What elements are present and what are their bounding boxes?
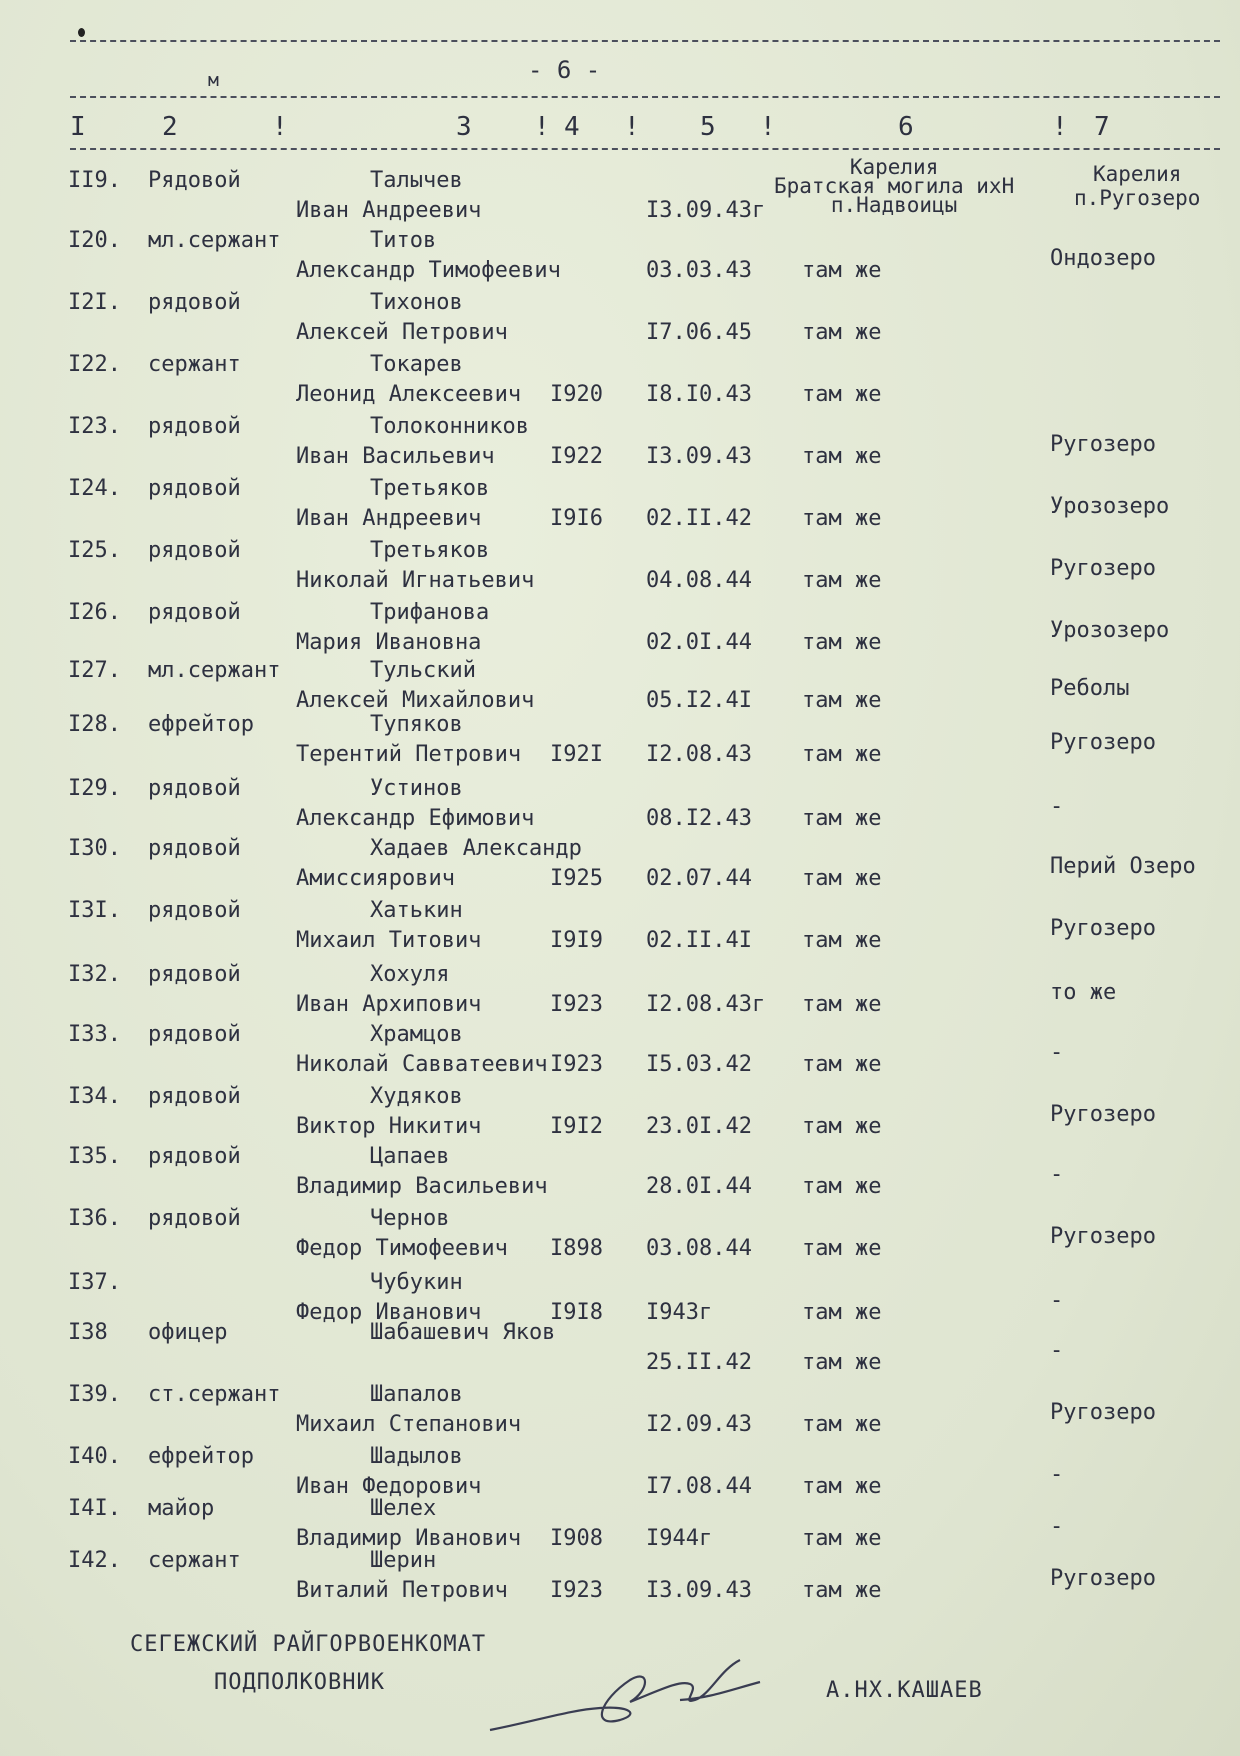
cell-place: там же (802, 1300, 882, 1325)
table-row (0, 414, 1240, 474)
cell-date: I3.09.43 (646, 444, 752, 469)
cell-place: там же (802, 742, 882, 767)
cell-date: 05.I2.4I (646, 688, 752, 713)
cell-num: II9. (68, 168, 121, 193)
table-row (0, 658, 1240, 718)
cell-place: там же (802, 688, 882, 713)
cell-given: Мария Ивановна (296, 630, 482, 655)
table-row (0, 1320, 1240, 1380)
cell-rank: рядовой (148, 1022, 241, 1047)
cell-date: I3.09.43 (646, 1578, 752, 1603)
cell-surname: Шелех (370, 1496, 437, 1521)
cell-year: I922 (550, 444, 603, 469)
cell-origin: Ругозеро (1050, 1224, 1156, 1249)
cell-place: там же (802, 630, 882, 655)
cell-date: 02.II.4I (646, 928, 752, 953)
cell-date: 02.0I.44 (646, 630, 752, 655)
col-header: 7 (1094, 112, 1110, 142)
cell-surname: Третьяков (370, 476, 490, 501)
cell-date: I944г (646, 1526, 713, 1551)
cell-num: I2I. (68, 290, 121, 315)
cell-date: I7.06.45 (646, 320, 752, 345)
cell-place: там же (802, 506, 882, 531)
table-row (0, 962, 1240, 1022)
cell-place: там же (802, 1236, 882, 1261)
cell-year: I923 (550, 1578, 603, 1603)
cell-num: I35. (68, 1144, 121, 1169)
cell-date: I8.I0.43 (646, 382, 752, 407)
cell-num: I34. (68, 1084, 121, 1109)
cell-rank: рядовой (148, 290, 241, 315)
cell-surname: Талычев (370, 168, 463, 193)
cell-date: 03.08.44 (646, 1236, 752, 1261)
cell-rank: ефрейтор (148, 712, 254, 737)
cell-place: там же (802, 928, 882, 953)
cell-origin: Ругозеро (1050, 730, 1156, 755)
cell-surname: Шабашевич Яков (370, 1320, 556, 1345)
cell-surname: Токарев (370, 352, 463, 377)
cell-surname: Трифанова (370, 600, 490, 625)
cell-surname: Цапаев (370, 1144, 450, 1169)
cell-year: I925 (550, 866, 603, 891)
cell-place: там же (802, 1350, 882, 1375)
col-header: ! (760, 112, 776, 142)
cell-origin: Реболы (1050, 676, 1130, 701)
cell-rank: Рядовой (148, 168, 241, 193)
cell-num: I39. (68, 1382, 121, 1407)
col-header: ! (624, 112, 640, 142)
cell-date: I7.08.44 (646, 1474, 752, 1499)
cell-surname: Шерин (370, 1548, 437, 1573)
cell-date: I943г (646, 1300, 713, 1325)
cell-surname: Титов (370, 228, 437, 253)
cell-rank: рядовой (148, 962, 241, 987)
first-origin-place: Карелия п.Ругозеро (1074, 162, 1201, 210)
cell-place: там же (802, 1412, 882, 1437)
table-row (0, 1444, 1240, 1504)
signer-name: А.НХ.КАШАЕВ (826, 1678, 983, 1703)
cell-rank: рядовой (148, 1144, 241, 1169)
cell-given: Леонид Алексеевич (296, 382, 522, 407)
top-dashed-rule (70, 40, 1220, 42)
cell-rank: рядовой (148, 1084, 241, 1109)
cell-rank: рядовой (148, 1206, 241, 1231)
cell-place: там же (802, 444, 882, 469)
col-header: 5 (700, 112, 716, 142)
col-header: ! (272, 112, 288, 142)
table-row (0, 476, 1240, 536)
cell-given: Амиссиярович (296, 866, 455, 891)
cell-surname: Тупяков (370, 712, 463, 737)
cell-date: I3.09.43г (646, 198, 766, 223)
cell-place: там же (802, 258, 882, 283)
cell-rank: рядовой (148, 414, 241, 439)
table-row (0, 290, 1240, 350)
cell-surname: Храмцов (370, 1022, 463, 1047)
col-header: 4 (564, 112, 580, 142)
margin-mark: м (208, 70, 219, 91)
cell-origin: Ругозеро (1050, 432, 1156, 457)
cell-date: 02.II.42 (646, 506, 752, 531)
cell-year: I898 (550, 1236, 603, 1261)
cell-given: Николай Савватеевич (296, 1052, 548, 1077)
cell-origin: - (1050, 794, 1064, 819)
cell-num: I36. (68, 1206, 121, 1231)
cell-origin: - (1050, 1040, 1064, 1065)
cell-year: I920 (550, 382, 603, 407)
cell-origin: то же (1050, 980, 1117, 1005)
cell-given: Николай Игнатьевич (296, 568, 535, 593)
cell-origin: - (1050, 1514, 1064, 1539)
cell-date: 04.08.44 (646, 568, 752, 593)
cell-place: там же (802, 866, 882, 891)
column-header-rule (70, 148, 1220, 150)
cell-num: I40. (68, 1444, 121, 1469)
cell-origin: - (1050, 1162, 1064, 1187)
cell-surname: Худяков (370, 1084, 463, 1109)
table-row (0, 352, 1240, 412)
cell-given: Алексей Петрович (296, 320, 508, 345)
cell-rank: рядовой (148, 538, 241, 563)
cell-num: I20. (68, 228, 121, 253)
cell-place: там же (802, 1578, 882, 1603)
cell-surname: Третьяков (370, 538, 490, 563)
cell-given: Виталий Петрович (296, 1578, 508, 1603)
cell-rank: рядовой (148, 898, 241, 923)
cell-date: 23.0I.42 (646, 1114, 752, 1139)
cell-year: I9I2 (550, 1114, 603, 1139)
table-row (0, 168, 1240, 228)
cell-num: I30. (68, 836, 121, 861)
cell-given: Федор Тимофеевич (296, 1236, 508, 1261)
cell-surname: Хатькин (370, 898, 463, 923)
cell-rank: майор (148, 1496, 215, 1521)
cell-year: I9I8 (550, 1300, 603, 1325)
table-row (0, 712, 1240, 772)
cell-num: I4I. (68, 1496, 121, 1521)
cell-origin: Ругозеро (1050, 916, 1156, 941)
cell-origin: Ругозеро (1050, 1566, 1156, 1591)
cell-date: 08.I2.43 (646, 806, 752, 831)
cell-num: I25. (68, 538, 121, 563)
cell-place: там же (802, 806, 882, 831)
cell-num: I32. (68, 962, 121, 987)
cell-date: 03.03.43 (646, 258, 752, 283)
cell-given: Михаил Титович (296, 928, 482, 953)
cell-rank: мл.сержант (148, 228, 281, 253)
cell-rank: рядовой (148, 776, 241, 801)
table-row (0, 898, 1240, 958)
cell-year: I923 (550, 1052, 603, 1077)
cell-origin: - (1050, 1288, 1064, 1313)
cell-given: Иван Андреевич (296, 506, 482, 531)
col-header: 2 (162, 112, 178, 142)
table-row (0, 1206, 1240, 1266)
cell-num: I29. (68, 776, 121, 801)
cell-rank: ст.сержант (148, 1382, 281, 1407)
first-burial-place: Карелия Братская могила ихН п.Надвоицы (774, 155, 1015, 217)
cell-rank: сержант (148, 1548, 241, 1573)
table-row (0, 1144, 1240, 1204)
table-row (0, 600, 1240, 660)
cell-date: I5.03.42 (646, 1052, 752, 1077)
cell-surname: Хохуля (370, 962, 450, 987)
col-header: ! (534, 112, 550, 142)
handwritten-signature (480, 1650, 820, 1740)
cell-surname: Хадаев Александр (370, 836, 582, 861)
table-row (0, 836, 1240, 896)
cell-given: Терентий Петрович (296, 742, 522, 767)
cell-place: там же (802, 992, 882, 1017)
cell-num: I28. (68, 712, 121, 737)
table-row (0, 1548, 1240, 1608)
cell-num: I22. (68, 352, 121, 377)
cell-given: Александр Ефимович (296, 806, 535, 831)
cell-given: Владимир Васильевич (296, 1174, 548, 1199)
table-row (0, 1382, 1240, 1442)
cell-origin: Ругозеро (1050, 1102, 1156, 1127)
cell-num: I33. (68, 1022, 121, 1047)
cell-num: I3I. (68, 898, 121, 923)
cell-origin: Ругозеро (1050, 556, 1156, 581)
cell-num: I38 (68, 1320, 108, 1345)
cell-given: Виктор Никитич (296, 1114, 482, 1139)
cell-rank: рядовой (148, 600, 241, 625)
cell-given: Александр Тимофеевич (296, 258, 561, 283)
cell-date: I2.08.43 (646, 742, 752, 767)
cell-place: там же (802, 1052, 882, 1077)
cell-given: Иван Васильевич (296, 444, 495, 469)
cell-rank: ефрейтор (148, 1444, 254, 1469)
cell-surname: Тихонов (370, 290, 463, 315)
header-rule (70, 96, 1220, 98)
table-row (0, 776, 1240, 836)
cell-surname: Толоконников (370, 414, 529, 439)
cell-place: там же (802, 320, 882, 345)
cell-rank: рядовой (148, 476, 241, 501)
table-row (0, 1084, 1240, 1144)
cell-year: I923 (550, 992, 603, 1017)
cell-surname: Шадылов (370, 1444, 463, 1469)
cell-surname: Устинов (370, 776, 463, 801)
cell-num: I24. (68, 476, 121, 501)
cell-rank: рядовой (148, 836, 241, 861)
cell-given: Алексей Михайлович (296, 688, 535, 713)
table-row (0, 1022, 1240, 1082)
cell-rank: сержант (148, 352, 241, 377)
cell-surname: Чубукин (370, 1270, 463, 1295)
col-header: 3 (456, 112, 472, 142)
cell-origin: Ругозеро (1050, 1400, 1156, 1425)
cell-place: там же (802, 1526, 882, 1551)
cell-year: I92I (550, 742, 603, 767)
table-row (0, 538, 1240, 598)
cell-surname: Тульский (370, 658, 476, 683)
cell-origin: Урозозеро (1050, 494, 1170, 519)
ink-dot (78, 28, 85, 37)
cell-year: I9I6 (550, 506, 603, 531)
cell-date: 25.II.42 (646, 1350, 752, 1375)
table-row (0, 1496, 1240, 1556)
cell-num: I27. (68, 658, 121, 683)
cell-place: там же (802, 1174, 882, 1199)
cell-place: там же (802, 382, 882, 407)
cell-date: 28.0I.44 (646, 1174, 752, 1199)
cell-num: I37. (68, 1270, 121, 1295)
cell-year: I9I9 (550, 928, 603, 953)
table-row (0, 228, 1240, 288)
cell-given: Иван Андреевич (296, 198, 482, 223)
cell-origin: - (1050, 1338, 1064, 1363)
cell-num: I42. (68, 1548, 121, 1573)
cell-given: Федор Иванович (296, 1300, 482, 1325)
cell-place: там же (802, 568, 882, 593)
cell-given: Михаил Степанович (296, 1412, 522, 1437)
cell-rank: офицер (148, 1320, 228, 1345)
cell-place: там же (802, 1114, 882, 1139)
cell-num: I23. (68, 414, 121, 439)
cell-date: I2.09.43 (646, 1412, 752, 1437)
cell-origin: Перий Озеро (1050, 854, 1196, 879)
cell-surname: Шапалов (370, 1382, 463, 1407)
office-stamp-text: СЕГЕЖСКИЙ РАЙГОРВОЕНКОМАТ (130, 1632, 487, 1657)
cell-origin: - (1050, 1462, 1064, 1487)
col-header: 6 (898, 112, 914, 142)
cell-date: I2.08.43г (646, 992, 766, 1017)
cell-num: I26. (68, 600, 121, 625)
col-header: ! (1052, 112, 1068, 142)
cell-surname: Чернов (370, 1206, 450, 1231)
cell-date: 02.07.44 (646, 866, 752, 891)
cell-year: I908 (550, 1526, 603, 1551)
cell-given: Владимир Иванович (296, 1526, 522, 1551)
cell-origin: Урозозеро (1050, 618, 1170, 643)
cell-origin: Ондозеро (1050, 246, 1156, 271)
cell-given: Иван Архипович (296, 992, 482, 1017)
cell-place: там же (802, 1474, 882, 1499)
col-header: I (70, 112, 86, 142)
cell-given: Иван Федорович (296, 1474, 482, 1499)
page-number: - 6 - (528, 56, 601, 84)
signer-rank: ПОДПОЛКОВНИК (214, 1670, 385, 1695)
cell-rank: мл.сержант (148, 658, 281, 683)
